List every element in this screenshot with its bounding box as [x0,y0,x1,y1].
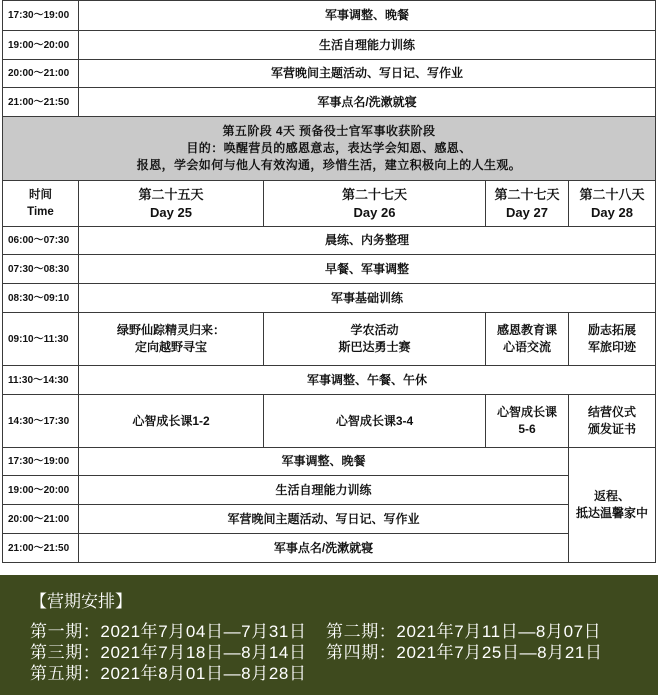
time-cell: 11:30～14:30 [3,366,78,394]
time-cell: 20:00～21:00 [3,505,78,533]
activity-cell: 军事点名/洗漱就寝 [79,534,568,562]
stage-purpose-line: 目的：唤醒营员的感恩意志，表达学会知恩、感恩、 [186,141,472,155]
activity-line: 感恩教育课 [496,323,557,337]
activity-line: 斯巴达勇士赛 [338,340,411,354]
camp-schedule-panel [0,575,658,695]
activity-cell [569,395,655,447]
time-cell: 19:00～20:00 [3,31,78,59]
activity-cell [264,395,485,447]
activity-line: 心语交流 [502,340,551,354]
header-day [486,181,568,226]
activity-cell: 军事点名/洗漱就寝 [79,88,655,116]
header-day-en: Day 26 [353,204,396,220]
session-list [30,621,658,684]
header-time-en: Time [27,205,54,218]
departure-cell [569,448,655,562]
time-cell: 06:00～07:30 [3,227,78,254]
time-cell: 17:30～19:00 [3,448,78,475]
activity-cell [79,395,263,447]
activity-line: 心智成长课5-6 [496,405,557,436]
session-item: 第一期：2021年7月04日—7月31日 [30,622,307,641]
header-day [79,181,263,226]
time-cell: 08:30～09:10 [3,284,78,312]
activity-cell [486,313,568,365]
header-day-cn: 第二十八天 [579,186,645,202]
session-item: 第二期：2021年7月11日—8月07日 [326,622,602,641]
time-cell: 21:00～21:50 [3,534,78,562]
activity-line: 定向越野寻宝 [134,340,207,354]
activity-cell: 军事调整、晚餐 [79,448,568,475]
session-item: 第三期：2021年7月18日—8月14日 [30,643,307,662]
activity-line: 励志拓展 [587,323,636,337]
header-day-en: Day 28 [591,204,633,220]
header-day-en: Day 25 [150,204,192,220]
stage-banner [3,117,655,180]
header-day [569,181,655,226]
activity-cell: 军营晚间主题活动、写日记、写作业 [79,60,655,87]
time-cell: 21:00～21:50 [3,88,78,116]
departure-line: 抵达温馨家中 [575,506,648,520]
activity-line: 颁发证书 [587,422,636,436]
activity-line: 心智成长课3-4 [335,413,414,428]
stage-title: 第五阶段 4天 预备役士官军事收获阶段 [222,124,436,138]
header-time [3,181,78,226]
schedule-table [2,0,656,563]
time-cell: 19:00～20:00 [3,476,78,504]
header-day-cn: 第二十七天 [494,186,560,202]
activity-line: 学农活动 [350,323,399,337]
activity-cell [79,313,263,365]
activity-cell: 军事调整、晚餐 [79,1,655,30]
activity-cell: 军事基础训练 [79,284,655,312]
activity-line: 心智成长课1-2 [132,413,210,428]
header-day-en: Day 27 [506,204,548,220]
activity-cell [569,313,655,365]
session-item: 第四期：2021年7月25日—8月21日 [326,643,603,662]
header-time-cn: 时间 [29,188,52,201]
time-cell: 07:30～08:30 [3,255,78,283]
activity-cell: 生活自理能力训练 [79,31,655,59]
activity-cell [486,395,568,447]
activity-cell: 军营晚间主题活动、写日记、写作业 [79,505,568,533]
activity-line: 军旅印迹 [587,340,636,354]
session-item: 第五期：2021年8月01日—8月28日 [30,664,307,683]
activity-line: 结营仪式 [587,405,636,419]
activity-cell: 生活自理能力训练 [79,476,568,504]
time-cell: 14:30～17:30 [3,395,78,447]
time-cell: 20:00～21:00 [3,60,78,87]
camp-schedule-title: 【营期安排】 [30,592,132,611]
activity-line: 绿野仙踪精灵归来： [116,323,225,337]
activity-cell [264,313,485,365]
time-cell: 17:30～19:00 [3,1,78,30]
departure-line: 返程、 [593,489,630,503]
activity-cell: 晨练、内务整理 [79,227,655,254]
activity-cell: 军事调整、午餐、午休 [79,366,655,394]
stage-purpose-line: 报恩，学会如何与他人有效沟通，珍惜生活，建立积极向上的人生观。 [136,158,522,172]
header-day-cn: 第二十五天 [138,186,204,202]
activity-cell: 早餐、军事调整 [79,255,655,283]
header-day-cn: 第二十七天 [341,186,407,202]
header-day [264,181,485,226]
time-cell: 09:10～11:30 [3,313,78,365]
